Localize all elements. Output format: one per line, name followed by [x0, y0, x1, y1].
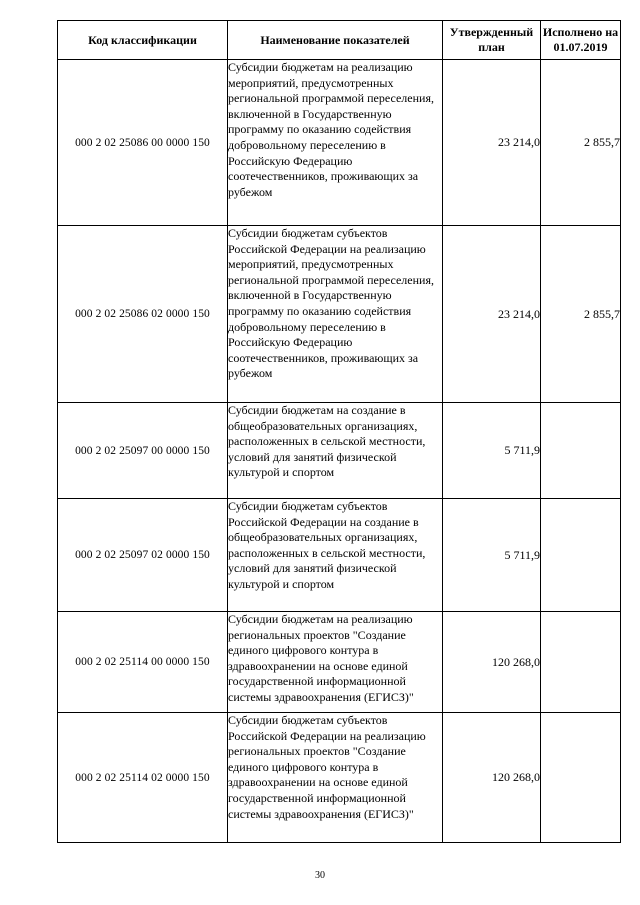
row-plan: 23 214,0	[443, 226, 541, 403]
row-name: Субсидии бюджетам субъектов Российской Федерации на создание в общеобразовательных организациях, расположенных в сельской местности, условий для занятий физической культурой и спортом	[228, 499, 443, 612]
budget-table	[57, 20, 621, 843]
table-row	[58, 403, 621, 499]
row-name: Субсидии бюджетам на реализацию мероприятий, предусмотренных региональной программой переселения, включенной в Государственную программу по оказанию содействия добровольному переселению в Российскую Федерацию соотечественников, проживающих за рубежом	[228, 60, 443, 226]
row-plan: 23 214,0	[443, 60, 541, 226]
row-code: 000 2 02 25086 02 0000 150	[58, 226, 228, 403]
header-code: Код классификации	[58, 21, 228, 60]
row-plan: 120 268,0	[443, 612, 541, 713]
header-executed: Исполнено на 01.07.2019	[541, 21, 621, 60]
row-executed	[541, 499, 621, 612]
row-code: 000 2 02 25097 00 0000 150	[58, 403, 228, 499]
header-name: Наименование показателей	[228, 21, 443, 60]
table-row	[58, 713, 621, 843]
row-name: Субсидии бюджетам на реализацию региональных проектов "Создание единого цифрового контура в здравоохранении на основе единой государственной информационной системы здравоохранения (ЕГИСЗ)"	[228, 612, 443, 713]
table-row	[58, 226, 621, 403]
header-plan: Утвержденный план	[443, 21, 541, 60]
row-code: 000 2 02 25114 02 0000 150	[58, 713, 228, 843]
row-executed	[541, 403, 621, 499]
row-executed	[541, 612, 621, 713]
row-plan: 120 268,0	[443, 713, 541, 843]
table-header-row	[58, 21, 621, 60]
table-row	[58, 60, 621, 226]
page-number: 30	[315, 870, 325, 881]
row-executed	[541, 713, 621, 843]
row-code: 000 2 02 25086 00 0000 150	[58, 60, 228, 226]
table-row	[58, 499, 621, 612]
table-row	[58, 612, 621, 713]
row-plan: 5 711,9	[443, 403, 541, 499]
row-plan: 5 711,9	[443, 499, 541, 612]
row-executed: 2 855,7	[541, 226, 621, 403]
row-code: 000 2 02 25114 00 0000 150	[58, 612, 228, 713]
row-name: Субсидии бюджетам субъектов Российской Федерации на реализацию мероприятий, предусмотренных региональной программой переселения, включенной в Государственную программу по оказанию содействия добровольному переселению в Российскую Федерацию соотечественников, проживающих за рубежом	[228, 226, 443, 403]
row-name: Субсидии бюджетам субъектов Российской Федерации на реализацию региональных проектов "Создание единого цифрового контура в здравоохранении на основе единой государственной информационной системы здравоохранения (ЕГИСЗ)"	[228, 713, 443, 843]
row-name: Субсидии бюджетам на создание в общеобразовательных организациях, расположенных в сельской местности, условий для занятий физической культурой и спортом	[228, 403, 443, 499]
row-executed: 2 855,7	[541, 60, 621, 226]
row-code: 000 2 02 25097 02 0000 150	[58, 499, 228, 612]
